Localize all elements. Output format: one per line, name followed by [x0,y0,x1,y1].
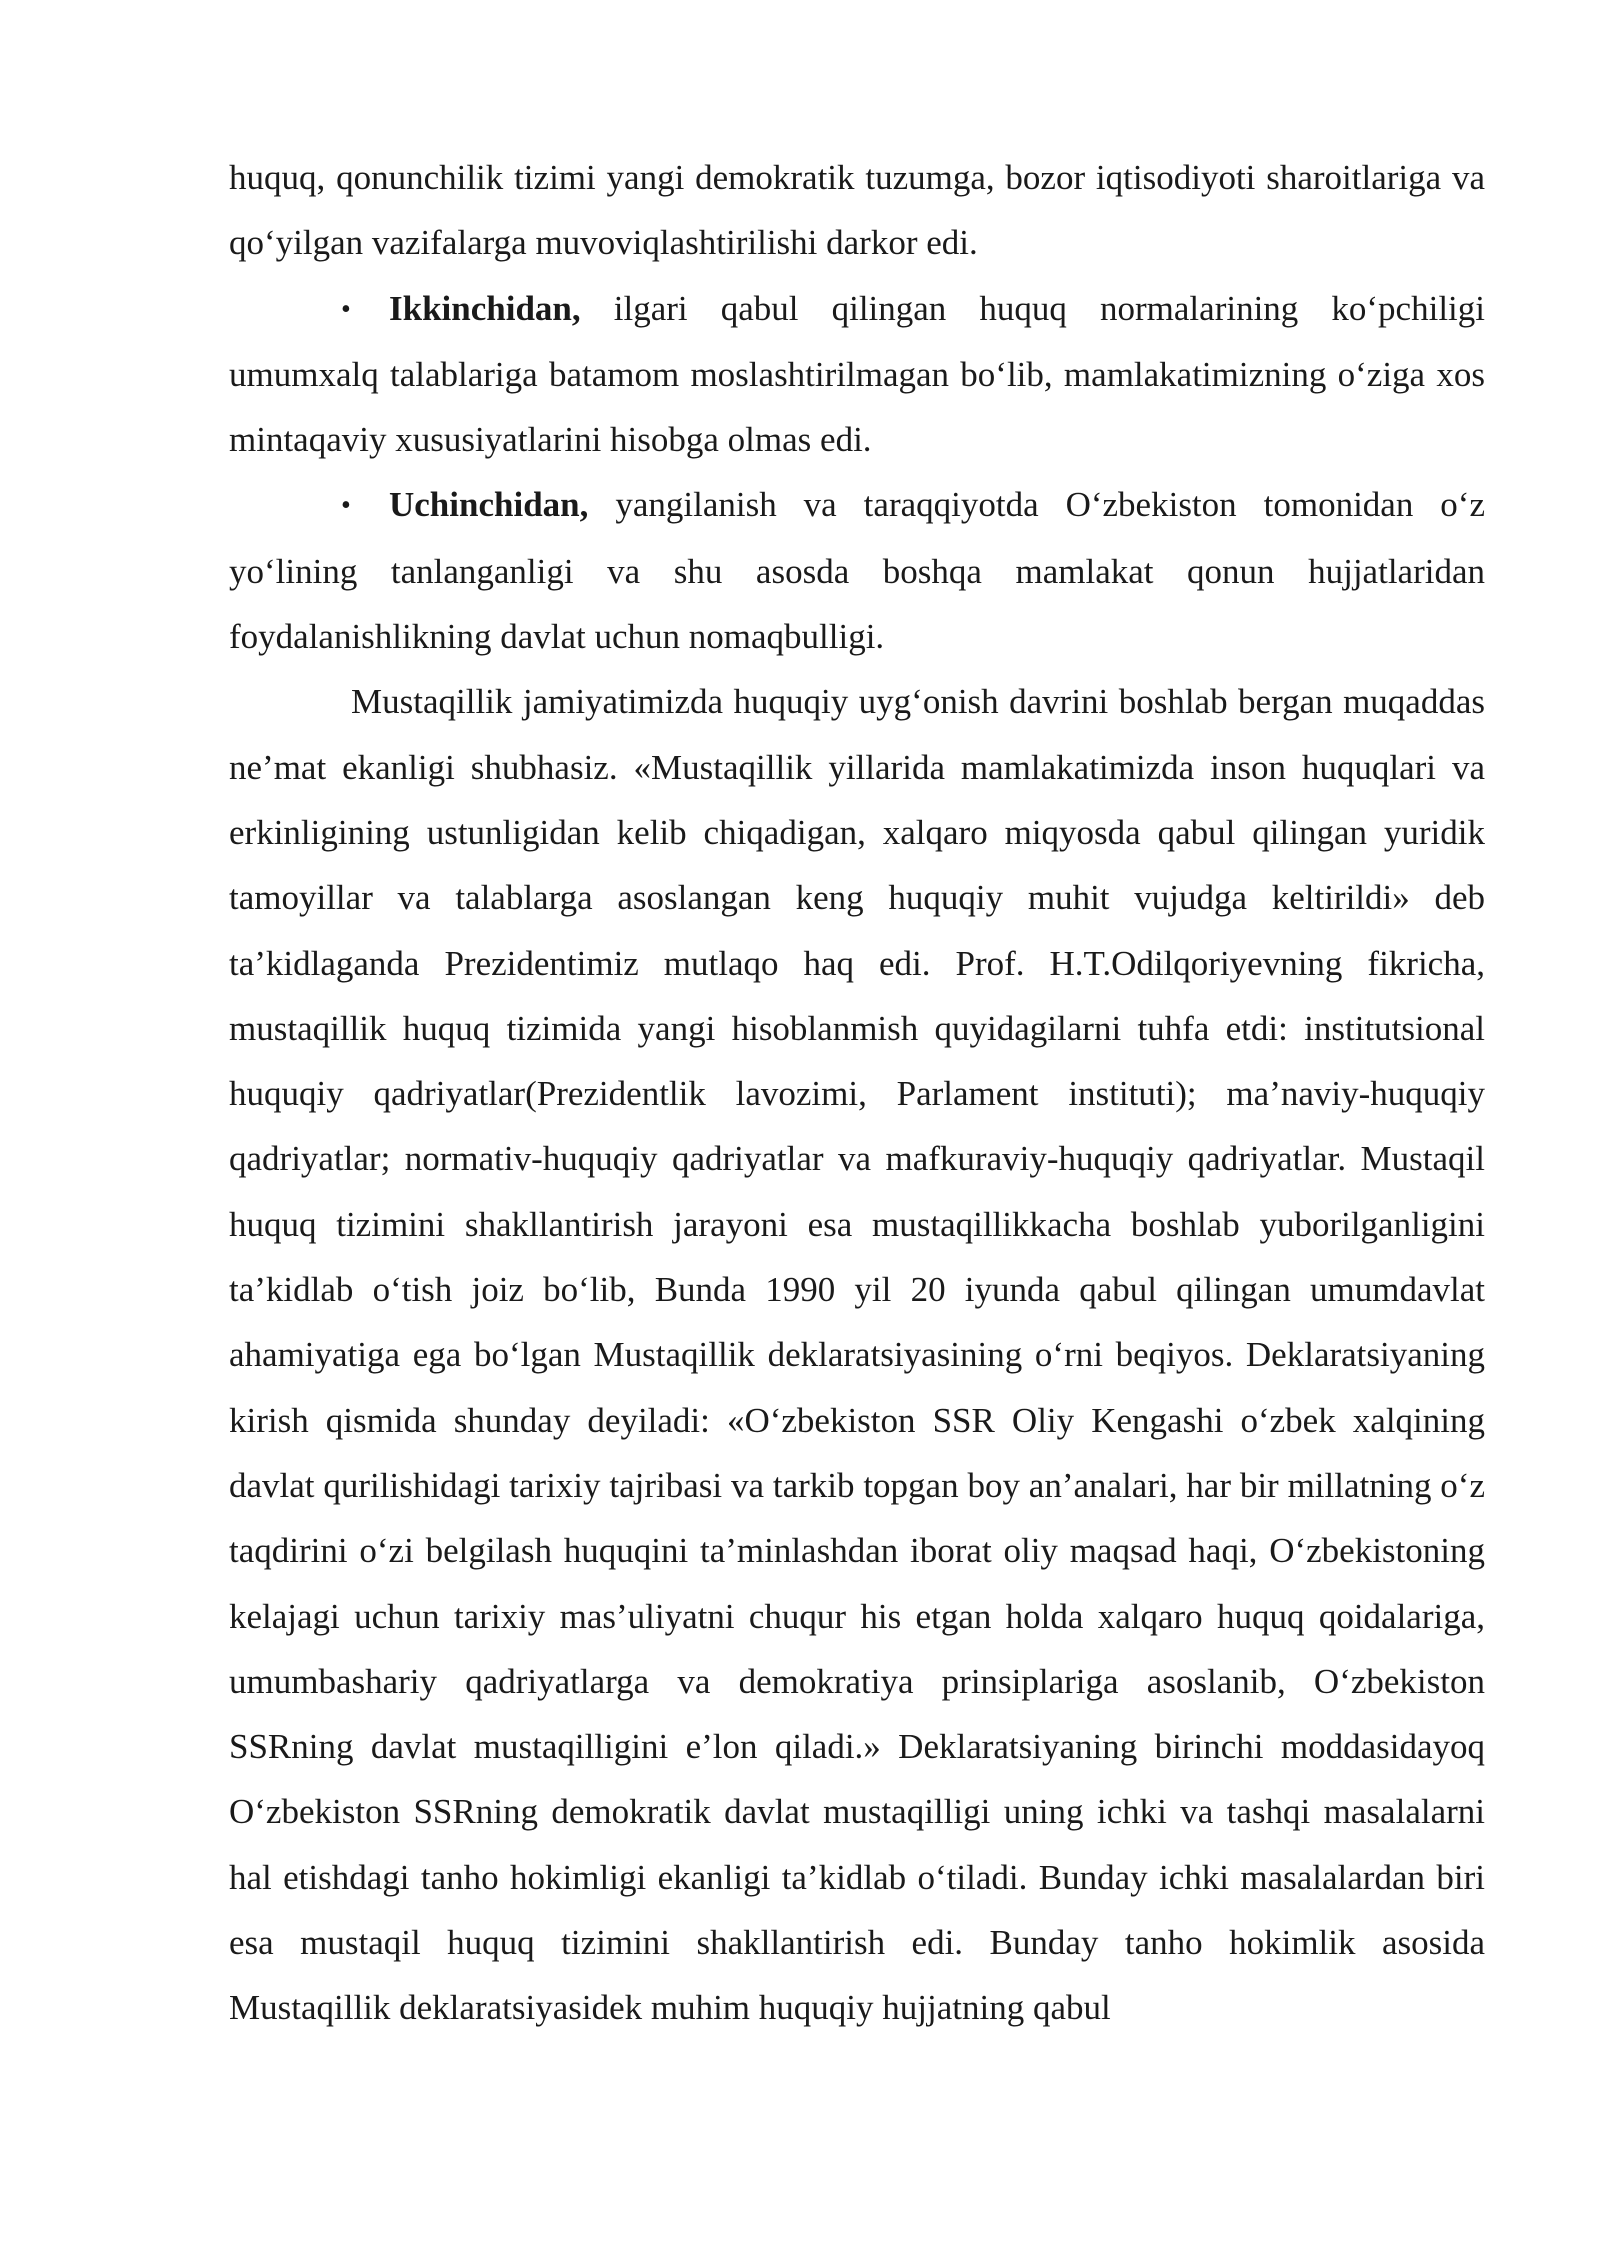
bullet-body-text: ilgari qabul qilingan huquq normalarining ko‘pchiligi umumxalq talablariga batamom moslashtirilmagan bo‘lib, mamlakatimizning o‘ziga xos mintaqaviy xususiyatlarini hisobga olmas edi. [229,288,1485,460]
bullet-item-ikkinchidan [229,276,1485,473]
bullet-lead-text: Ikkinchidan, [389,288,581,328]
bullet-item-uchinchidan [229,472,1485,669]
paragraph-mustaqillik: Mustaqillik jamiyatimizda huquqiy uyg‘onish davrini boshlab bergan muqaddas ne’mat ekanligi shubhasiz. «Mustaqillik yillarida mamlakatimizda inson huquqlari va erkinligining ustunligidan kelib chiqadigan, xalqaro miqyosda qabul qilingan yuridik tamoyillar va talablarga asoslangan keng huquqiy muhit vujudga keltirildi» deb ta’kidlaganda Prezidentimiz mutlaqo haq edi. Prof. H.T.Odilqoriyevning fikricha, mustaqillik huquq tizimida yangi hisoblanmish quyidagilarni tuhfa etdi: institutsional huquqiy qadriyatlar(Prezidentlik lavozimi, Parlament instituti); ma’naviy-huquqiy qadriyatlar; normativ-huquqiy qadriyatlar va mafkuraviy-huquqiy qadriyatlar. Mustaqil huquq tizimini shakllantirish jarayoni esa mustaqillikkacha boshlab yuborilganligini ta’kidlab o‘tish joiz bo‘lib, Bunda 1990 yil 20 iyunda qabul qilingan umumdavlat ahamiyatiga ega bo‘lgan Mustaqillik deklaratsiyasining o‘rni beqiyos. Deklaratsiyaning kirish qismida shunday deyiladi: «O‘zbekiston SSR Oliy Kengashi o‘zbek xalqining davlat qurilishidagi tarixiy tajribasi va tarkib topgan boy an’analari, har bir millatning o‘z taqdirini o‘zi belgilash huquqini ta’minlashdan iborat oliy maqsad haqi, O‘zbekistoning kelajagi uchun tarixiy mas’uliyatni chuqur his etgan holda xalqaro huquq qoidalariga, umumbashariy qadriyatlarga va demokratiya prinsiplariga asoslanib, O‘zbekiston SSRning davlat mustaqilligini e’lon qiladi.» Deklaratsiyaning birinchi moddasidayoq O‘zbekiston SSRning demokratik davlat mustaqilligi uning ichki va tashqi masalalarni hal etishdagi tanho hokimligi ekanligi ta’kidlab o‘tiladi. Bunday ichki masalalardan biri esa mustaqil huquq tizimini shakllantirish edi. Bunday tanho hokimlik asosida Mustaqillik deklaratsiyasidek muhim huquqiy hujjatning qabul [229,682,1485,2028]
paragraph-intro: huquq, qonunchilik tizimi yangi demokratik tuzumga, bozor iqtisodiyoti sharoitlariga va qo‘yilgan vazifalarga muvoviqlashtirilishi darkor edi. [229,158,1485,263]
bullet-body-text: yangilanish va taraqqiyotda O‘zbekiston tomonidan o‘z yo‘lining tanlanganligi va shu asosda boshqa mamlakat qonun hujjatlaridan foydalanishlikning davlat uchun nomaqbulligi. [229,485,1485,657]
bullet-lead-text: Uchinchidan, [389,485,589,525]
bullet-icon: • [341,293,351,325]
document-page [229,145,1485,2041]
bullet-icon: • [341,490,351,522]
